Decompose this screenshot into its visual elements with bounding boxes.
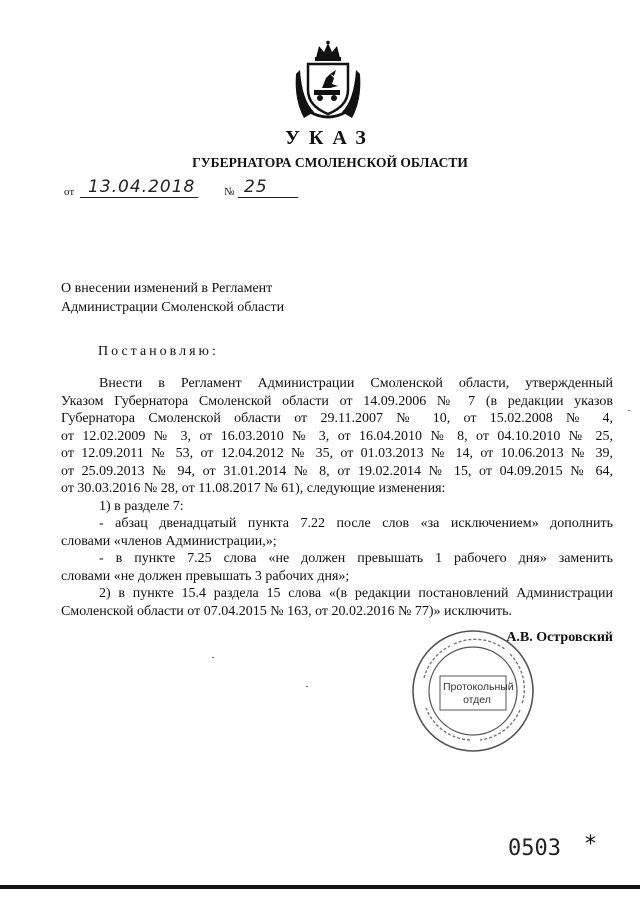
decree-word: Постановляю: (98, 344, 219, 359)
body-line: 2) в пункте 15.4 раздела 15 слова «(в редакции постановлений Администрации (99, 586, 613, 601)
stamp-text (443, 681, 514, 707)
body-line: от 12.02.2009 № 3, от 16.03.2010 № 3, от 16.04.2010 № 8, от 04.10.2010 № 25, (61, 428, 613, 444)
body-line: от 12.09.2011 № 53, от 12.04.2012 № 35, от 01.03.2013 № 14, от 10.06.2013 № 39, (61, 446, 613, 461)
scan-bottom-edge (0, 885, 640, 909)
body-line: - абзац двенадцатый пункта 7.22 после слов «за исключением» дополнить (99, 516, 613, 531)
scan-speck (628, 410, 630, 411)
body-line: 1) в разделе 7: (99, 498, 184, 514)
decree-body (61, 375, 613, 620)
document-subtitle: ГУБЕРНАТОРА СМОЛЕНСКОЙ ОБЛАСТИ (192, 155, 468, 170)
body-line: словами «не должен превышать 3 рабочих дня»; (61, 568, 350, 584)
body-line: Смоленской области от 07.04.2015 № 163, от 20.02.2016 № 77)» исключить. (61, 603, 513, 619)
subject-line-2: Администрации Смоленской области (61, 300, 285, 315)
body-line: - в пункте 7.25 слова «не должен превышать 1 рабочего дня» заменить (99, 551, 613, 566)
scan-speck (212, 657, 214, 658)
date-underline (80, 197, 198, 198)
document-title: УКАЗ (285, 127, 375, 149)
coat-of-arms-emblem (292, 40, 364, 120)
document-registry-number: 0503 (508, 836, 561, 861)
body-line: Губернатора Смоленской области от 29.11.2007 № 10, от 15.02.2008 № 4, (61, 411, 613, 426)
date-label: от (64, 186, 75, 198)
registry-star-mark: * (585, 832, 596, 857)
scan-speck (306, 686, 308, 687)
stamp-line-2: отдел (463, 694, 491, 706)
number-underline (238, 197, 298, 198)
body-line: от 25.09.2013 № 94, от 31.01.2014 № 8, от 19.02.2014 № 15, от 04.09.2015 № 64, (61, 463, 613, 479)
body-line: от 30.03.2016 № 28, от 11.08.2017 № 61), следующие изменения: (61, 481, 446, 496)
body-line: Внести в Регламент Администрации Смоленской области, утвержденный (99, 376, 613, 391)
date-number-line (64, 176, 304, 200)
handwritten-number: 25 (244, 177, 268, 197)
body-line: Указом Губернатора Смоленской области от 14.09.2006 № 7 (в редакции указов (61, 393, 613, 409)
signature-name: А.В. Островский (506, 630, 613, 645)
number-label: № (224, 186, 235, 198)
subject-block (61, 279, 284, 317)
handwritten-date: 13.04.2018 (88, 177, 196, 197)
body-line: словами «членов Администрации,»; (61, 533, 277, 549)
stamp-line-1: Протокольный (443, 681, 514, 693)
subject-line-1: О внесении изменений в Регламент (61, 281, 273, 296)
